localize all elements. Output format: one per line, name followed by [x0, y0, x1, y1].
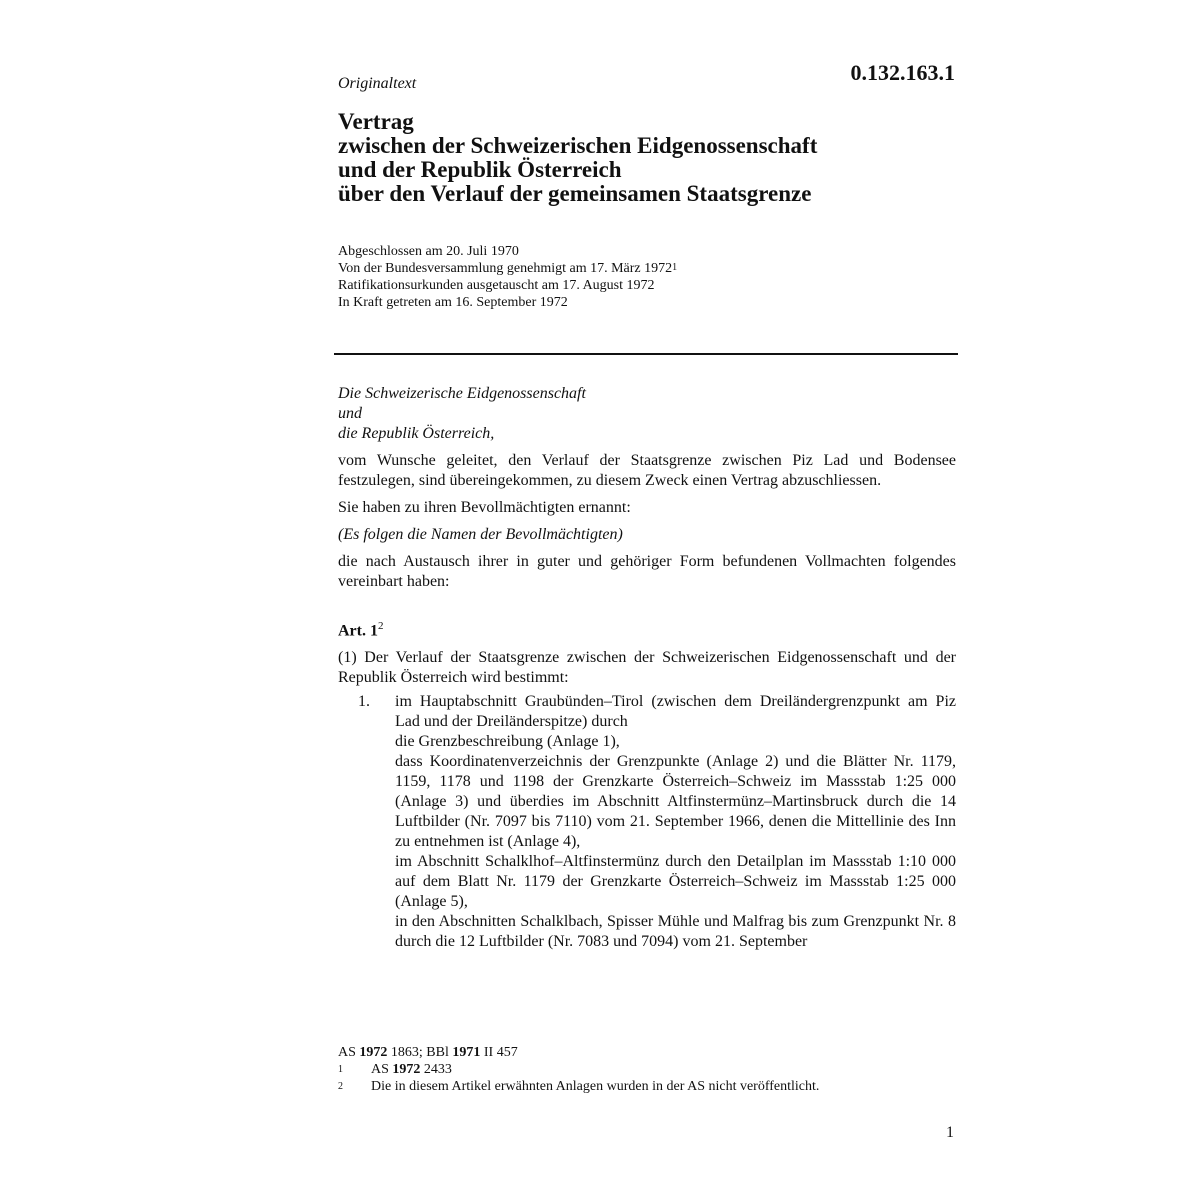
footnote-number: 2 [338, 1081, 343, 1092]
footnote-ref[interactable]: 1 [672, 262, 678, 273]
sr-number: 0.132.163.1 [850, 60, 955, 85]
source-year: 1971 [452, 1045, 481, 1060]
article-heading [338, 616, 956, 641]
in-force-date: In Kraft getreten am 16. September 1972 [338, 295, 568, 310]
footnote-number: 1 [338, 1064, 343, 1075]
approved-date-text: Von der Bundesversammlung genehmigt am 17. März 1972 [338, 261, 673, 276]
page-number: 1 [946, 1124, 954, 1141]
document-body [338, 384, 956, 952]
treaty-dates [338, 243, 677, 311]
preamble-paragraph: die nach Austausch ihrer in guter und gehöriger Form befundenen Vollmachten folgendes vereinbart haben: [338, 553, 956, 590]
footnote-year: 1972 [392, 1062, 421, 1077]
party-2: die Republik Österreich, [338, 425, 495, 442]
footnote-2 [338, 1078, 819, 1095]
source-reference [338, 1044, 819, 1061]
party-1: Die Schweizerische Eidgenossenschaft [338, 385, 586, 402]
document-title [338, 110, 978, 206]
list-item-line: dass Koordinatenverzeichnis der Grenzpunkte (Anlage 2) und die Blätter Nr. 1179, 1159, 1178 und 1198 der Grenzkarte Österreich–Schweiz im Massstab 1:25 000 (Anlage 3) und überdies im Abschnitt Altfinstermünz–Martinsbruck durch die 14 Luftbilder (Nr. 7097 bis 7110) vom 21. September 1966, denen die Mittellinie des Inn zu entnehmen ist (Anlage 4), [395, 753, 956, 851]
list-item [338, 692, 956, 952]
source-text: 1863; BBl [387, 1045, 453, 1060]
article-heading-text: Art. 1 [338, 622, 378, 640]
footnote-ref[interactable]: 2 [377, 620, 384, 632]
footnote-text: Die in diesem Artikel erwähnten Anlagen wurden in der AS nicht veröffentlicht. [371, 1079, 820, 1094]
article-paragraph: (1) Der Verlauf der Staatsgrenze zwischen der Schweizerischen Eidgenossenschaft und der Republik Österreich wird bestimmt: [338, 649, 956, 687]
list-item-line: im Hauptabschnitt Graubünden–Tirol (zwischen dem Dreiländergrenzpunkt am Piz Lad und der Dreiländerspitze) durch [395, 693, 956, 731]
horizontal-rule [334, 353, 958, 355]
preamble-paragraph: Sie haben zu ihren Bevollmächtigten ernannt: [338, 499, 631, 516]
preamble-paragraph: vom Wunsche geleitet, den Verlauf der Staatsgrenze zwischen Piz Lad und Bodensee festzulegen, sind übereingekommen, zu diesem Zweck einen Vertrag abzuschliessen. [338, 452, 956, 489]
list-item-text [395, 692, 956, 952]
footnote-text [371, 1061, 452, 1078]
title-line: zwischen der Schweizerischen Eidgenossenschaft [338, 133, 818, 158]
source-text: II 457 [480, 1045, 518, 1060]
title-line: über den Verlauf der gemeinsamen Staatsgrenze [338, 181, 812, 206]
approved-date [338, 260, 677, 277]
party-conjunction: und [338, 405, 362, 422]
ratification-date: Ratifikationsurkunden ausgetauscht am 17. August 1972 [338, 278, 655, 293]
title-line: und der Republik Österreich [338, 157, 622, 182]
title-line: Vertrag [338, 109, 414, 134]
list-item-number: 1. [358, 693, 370, 711]
source-text: AS [338, 1045, 360, 1060]
preamble-paragraph: (Es folgen die Namen der Bevollmächtigten) [338, 526, 623, 543]
list-item-line: die Grenzbeschreibung (Anlage 1), [395, 733, 620, 751]
footnote-1 [338, 1061, 819, 1078]
footnote-text-part: AS [371, 1062, 393, 1077]
footnotes [338, 1044, 819, 1095]
original-text-label: Originaltext [338, 75, 417, 92]
footnote-text-part: 2433 [420, 1062, 452, 1077]
list-item-line: im Abschnitt Schalklhof–Altfinstermünz durch den Detailplan im Massstab 1:10 000 auf dem Blatt Nr. 1179 der Grenzkarte Österreich–Schweiz im Massstab 1:25 000 (Anlage 5), [395, 853, 956, 911]
list-item-line: in den Abschnitten Schalklbach, Spisser Mühle und Malfrag bis zum Grenzpunkt Nr. 8 durch die 12 Luftbilder (Nr. 7083 und 7094) vom 21. September [395, 913, 956, 951]
source-year: 1972 [359, 1045, 388, 1060]
concluded-date: Abgeschlossen am 20. Juli 1970 [338, 244, 519, 259]
